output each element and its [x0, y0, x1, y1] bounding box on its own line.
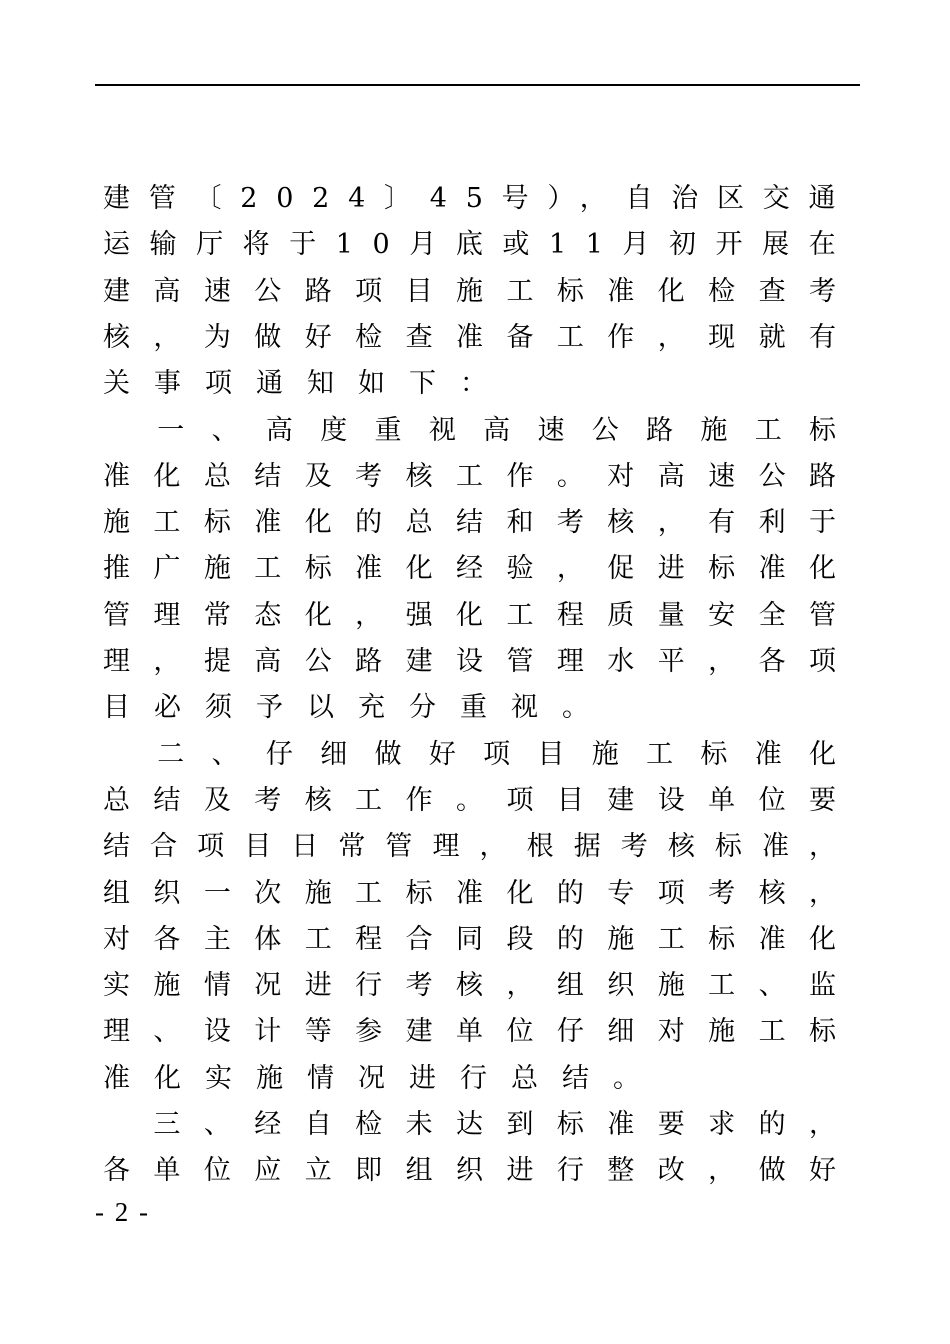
body-line: 施工标准化的总结和考核，有利于 — [103, 507, 860, 539]
body-line: 总结及考核工作。项目建设单位要 — [103, 784, 860, 816]
body-line: 结合项目日常管理，根据考核标准， — [103, 831, 857, 863]
body-line: 管理常态化，强化工程质量安全管 — [103, 599, 860, 631]
body-line: 各单位应立即组织进行整改，做好 — [103, 1155, 860, 1187]
body-line: 三、经自检未达到标准要求的， — [103, 1109, 860, 1140]
body-line: 一、高度重视高速公路施工标 — [103, 414, 864, 446]
body-line: 建高速公路项目施工标准化检查考 — [103, 275, 860, 307]
body-line: 目必须予以充分重视。 — [103, 692, 613, 724]
body-line: 核，为做好检查准备工作，现就有 — [103, 321, 860, 353]
body-line: 关事项通知如下： — [103, 368, 511, 400]
body-line: 理、设计等参建单位仔细对施工标 — [103, 1016, 860, 1048]
body-line: 准化总结及考核工作。对高速公路 — [103, 460, 860, 492]
header-rule — [95, 84, 860, 86]
body-line: 准化实施情况进行总结。 — [103, 1062, 664, 1094]
page-number: - 2 - — [95, 1197, 150, 1227]
body-line: 对各主体工程合同段的施工标准化 — [103, 923, 860, 955]
body-line: 实施情况进行考核，组织施工、监 — [103, 970, 860, 1002]
body-line: 建管〔2024〕45号），自治区交通 — [103, 183, 855, 214]
body-line: 组织一次施工标准化的专项考核， — [103, 877, 860, 909]
body-line: 运输厅将于10月底或11月初开展在 — [103, 229, 856, 261]
body-line: 二、仔细做好项目施工标准化 — [103, 738, 864, 770]
body-line: 推广施工标准化经验，促进标准化 — [103, 553, 860, 585]
body-line: 理，提高公路建设管理水平，各项 — [103, 646, 860, 677]
